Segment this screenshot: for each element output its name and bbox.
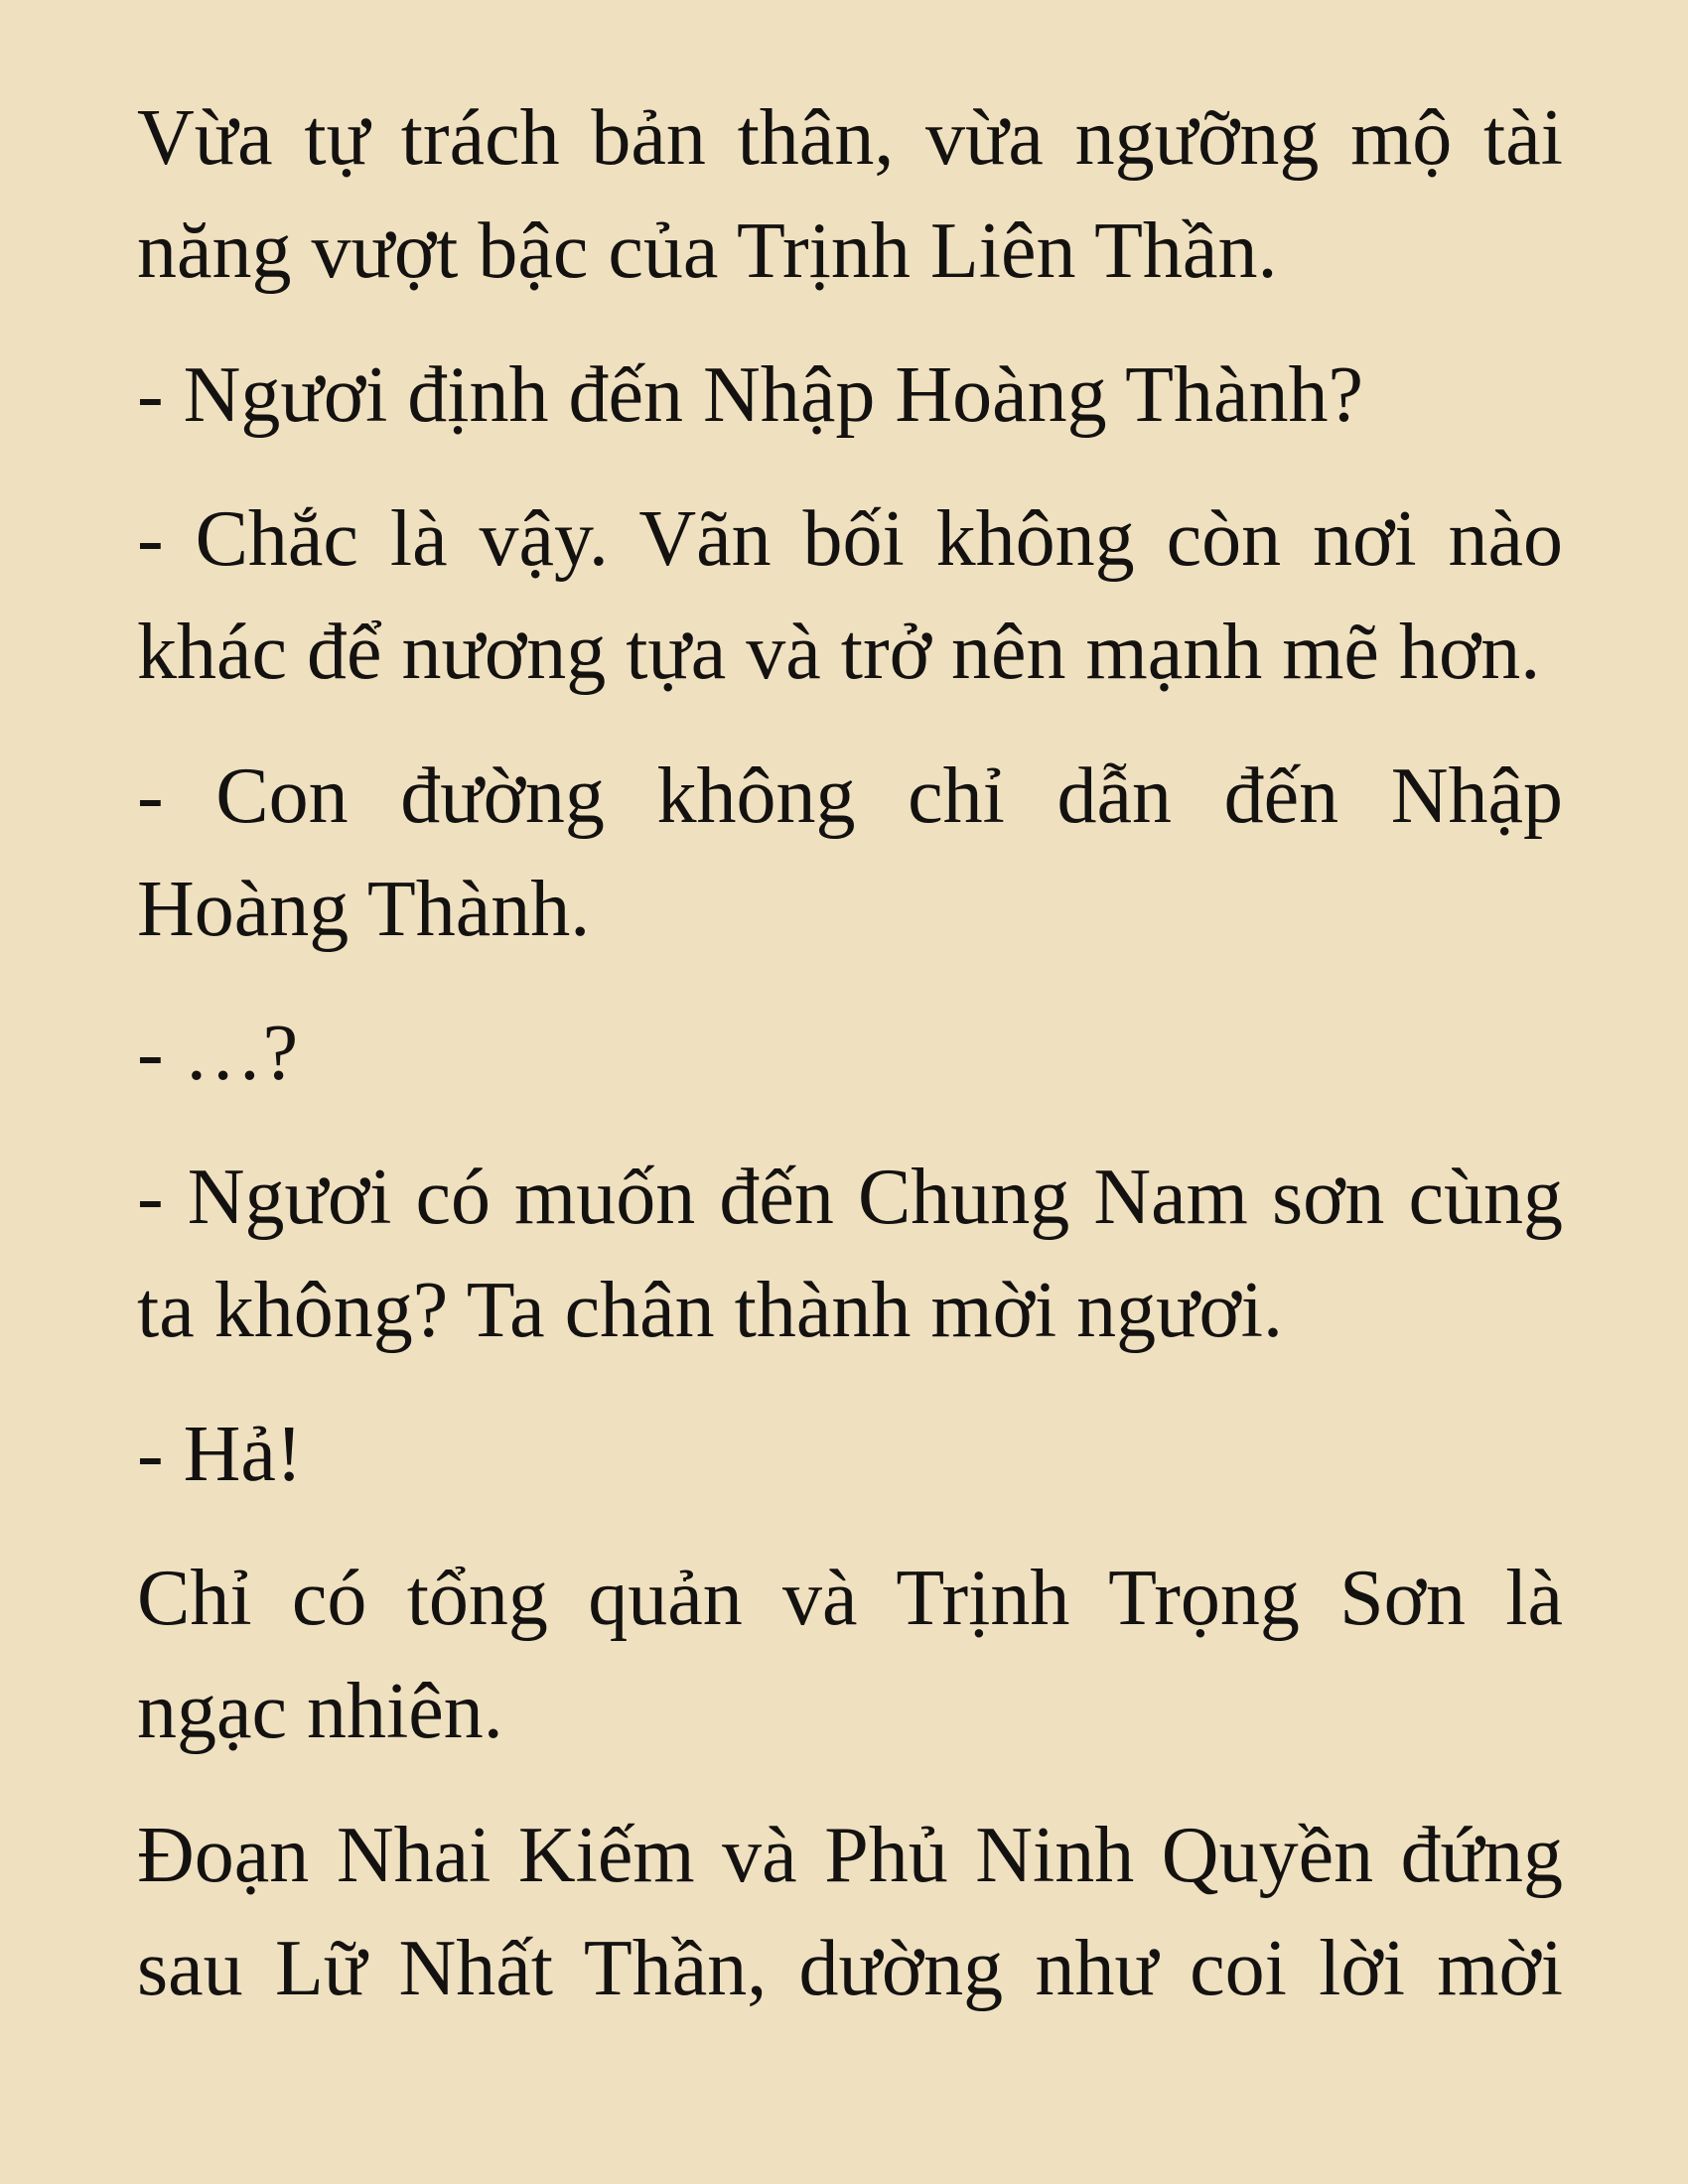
paragraph-4: - Con đường không chỉ dẫn đến Nhập Hoàng Thành. [137, 752, 1563, 953]
paragraph-9: Đoạn Nhai Kiếm và Phủ Ninh Quyền đứng sau Lữ Nhất Thần, dường như coi lời mời [137, 1812, 1563, 2012]
paragraph-6: - Ngươi có muốn đến Chung Nam sơn cùng ta không? Ta chân thành mời ngươi. [137, 1154, 1563, 1354]
paragraph-8: Chỉ có tổng quản và Trịnh Trọng Sơn là ngạc nhiên. [137, 1555, 1563, 1755]
paragraph-2: - Ngươi định đến Nhập Hoàng Thành? [137, 351, 1364, 439]
paragraph-5: - …? [137, 1010, 299, 1097]
paragraph-7: - Hả! [137, 1411, 303, 1498]
document-body [137, 81, 1563, 2056]
paragraph-1: Vừa tự trách bản thân, vừa ngưỡng mộ tài năng vượt bậc của Trịnh Liên Thần. [137, 94, 1563, 295]
paragraph-3: - Chắc là vậy. Vãn bối không còn nơi nào khác để nương tựa và trở nên mạnh mẽ hơn. [137, 495, 1563, 696]
